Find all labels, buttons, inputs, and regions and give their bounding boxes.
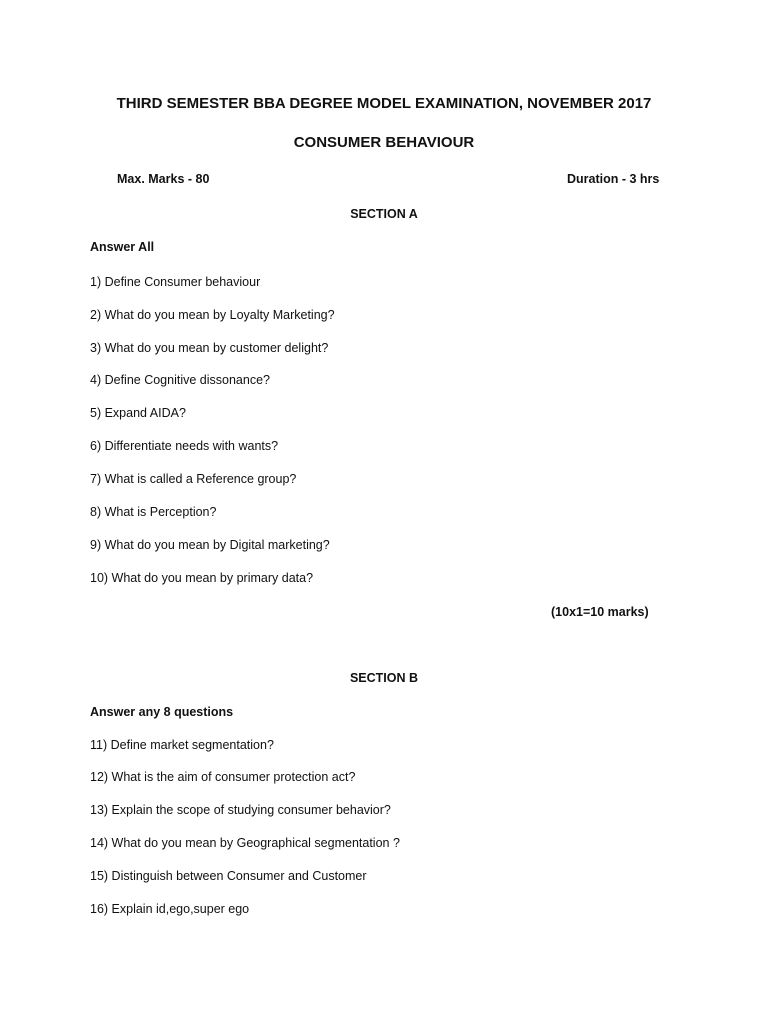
question-4: 4) Define Cognitive dissonance?: [90, 373, 270, 387]
question-12: 12) What is the aim of consumer protection act?: [90, 770, 356, 784]
section-a-heading: SECTION A: [350, 207, 418, 221]
section-b-heading: SECTION B: [349, 671, 419, 685]
exam-title: THIRD SEMESTER BBA DEGREE MODEL EXAMINATION, NOVEMBER 2017: [116, 95, 652, 112]
subject-title: CONSUMER BEHAVIOUR: [293, 134, 475, 151]
section-a-marks: (10x1=10 marks): [551, 605, 649, 619]
question-8: 8) What is Perception?: [90, 505, 217, 519]
question-7: 7) What is called a Reference group?: [90, 472, 297, 486]
duration: Duration - 3 hrs: [567, 172, 660, 186]
question-13: 13) Explain the scope of studying consumer behavior?: [90, 803, 391, 817]
question-3: 3) What do you mean by customer delight?: [90, 341, 329, 355]
question-16: 16) Explain id,ego,super ego: [90, 902, 250, 916]
max-marks: Max. Marks - 80: [117, 172, 210, 186]
question-11: 11) Define market segmentation?: [90, 738, 274, 752]
section-b-instruction: Answer any 8 questions: [90, 705, 234, 719]
question-2: 2) What do you mean by Loyalty Marketing?: [90, 308, 335, 322]
question-15: 15) Distinguish between Consumer and Customer: [90, 869, 367, 883]
section-a-instruction: Answer All: [90, 240, 155, 254]
question-6: 6) Differentiate needs with wants?: [90, 439, 279, 453]
question-1: 1) Define Consumer behaviour: [90, 275, 261, 289]
question-9: 9) What do you mean by Digital marketing?: [90, 538, 330, 552]
question-10: 10) What do you mean by primary data?: [90, 571, 314, 585]
question-14: 14) What do you mean by Geographical segmentation ?: [90, 836, 400, 850]
question-5: 5) Expand AIDA?: [90, 406, 186, 420]
